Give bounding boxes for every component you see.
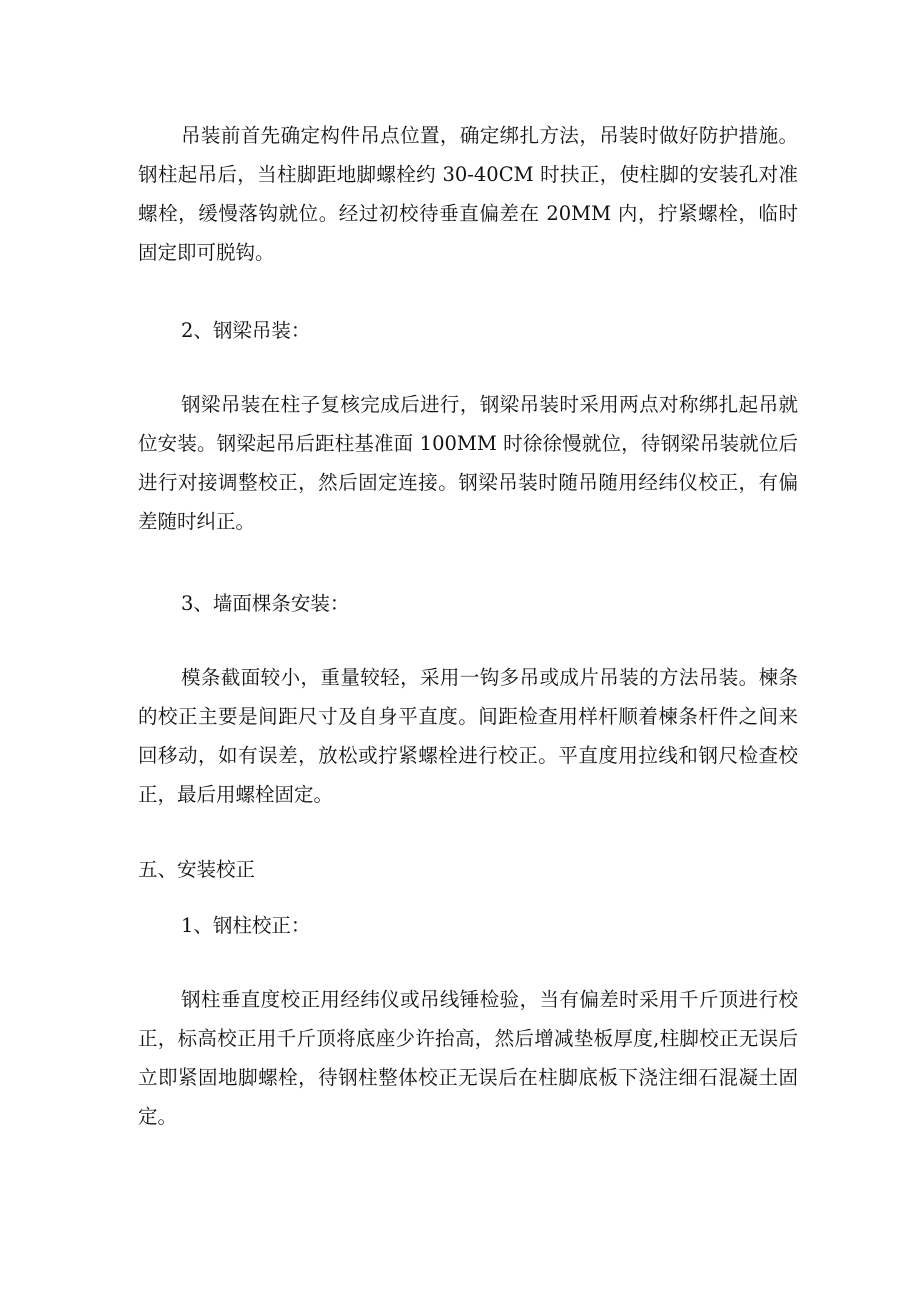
paragraph-column-lifting: 吊装前首先确定构件吊点位置，确定绑扎方法，吊装时做好防护措施。钢柱起吊后，当柱脚距地脚螺栓约 30-40CM 时扶正，使柱脚的安装孔对准螺栓，缓慢落钩就位。经过初校待垂直偏差在 20MM 内，拧紧螺栓，临时固定即可脱钩。	[138, 124, 798, 264]
paragraph-purlin-installation: 模条截面较小，重量较轻，采用一钩多吊或成片吊装的方法吊装。楝条的校正主要是间距尺寸及自身平直度。间距检查用样杆顺着楝条杆件之间来回移动，如有误差，放松或拧紧螺栓进行校正。平直度用拉线和钢尺检查校正，最后用螺栓固定。	[138, 666, 798, 806]
heading-column-correction: 1、钢柱校正：	[181, 914, 311, 937]
heading-purlin-installation: 3、墙面棵条安装：	[181, 592, 350, 615]
paragraph-column-correction: 钢柱垂直度校正用经纬仪或吊线锤检验，当有偏差时采用千斤顶进行校正，标高校正用千斤顶将底座少许抬高，然后增减垫板厚度,柱脚校正无误后立即紧固地脚螺栓，待钢柱整体校正无误后在柱脚底板下浇注细石混凝土固定。	[138, 988, 798, 1128]
heading-installation-correction: 五、安装校正	[138, 858, 256, 881]
heading-beam-lifting: 2、钢梁吊装：	[181, 319, 311, 342]
paragraph-beam-lifting: 钢梁吊装在柱子复核完成后进行，钢梁吊装时采用两点对称绑扎起吊就位安装。钢梁起吊后距柱基准面 100MM 时徐徐慢就位，待钢梁吊装就位后进行对接调整校正，然后固定连接。钢梁吊装时随吊随用经纬仪校正，有偏差随时纠正。	[138, 393, 798, 533]
